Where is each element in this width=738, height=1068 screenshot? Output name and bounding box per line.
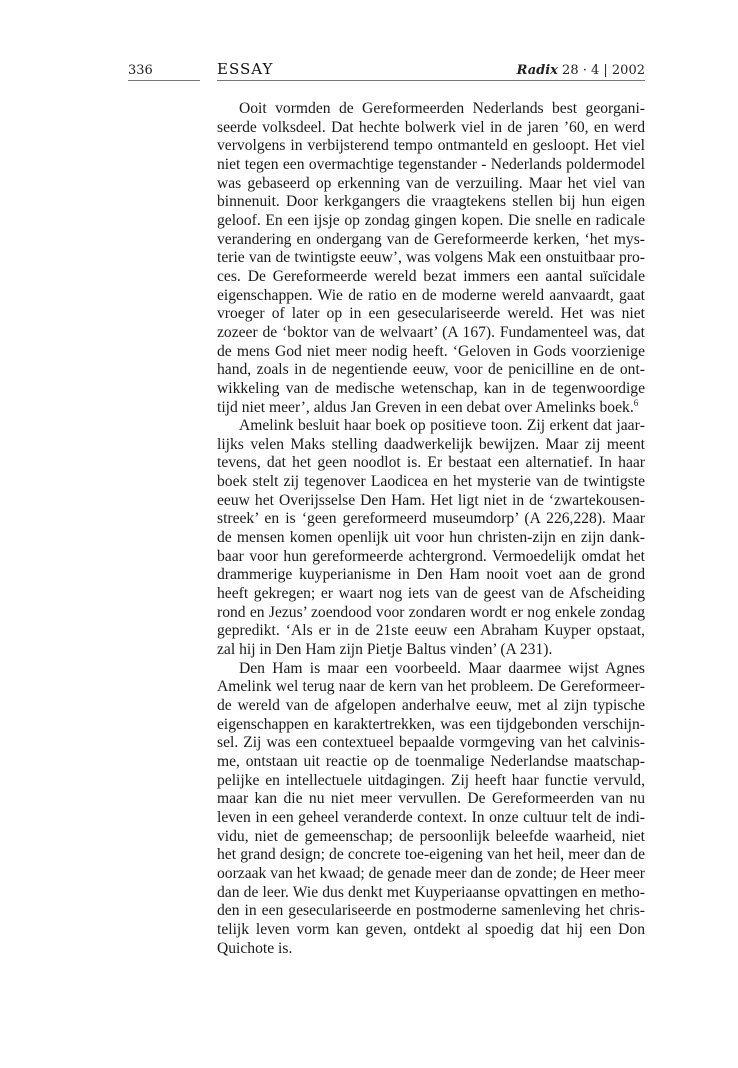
paragraph-2-text: Amelink besluit haar boek op positieve toon. Zij erkent dat jaarlijks velen Maks stelling daadwerkelijk bewijzen. Maar zij meent tevens, dat het geen noodlot is. Er bestaat een alternatief. In haar boek stelt zij tegenover Laodicea en het mysterie van de twintigste eeuw het Overijsselse Den Ham. Het ligt niet in de ‘zwartekousenstreek’ en is ‘geen gereformeerd museumdorp’ (A 226,228). Maar de mensen komen openlijk uit voor hun christen-zijn en zijn dankbaar voor hun gereformeerde achtergrond. Vermoedelijk omdat het drammerige kuyperianisme in Den Ham nooit voet aan de grond heeft gekregen; er waart nog iets van de geest van de Afscheiding rond en Jezus’ zoendood voor zondaren wordt er nog enkele zondag gepredikt. ‘Als er in de 21ste eeuw een Abraham Kuyper opstaat, zal hij in Den Ham zijn Pietje Baltus vinden’ (A 231). [217, 417, 645, 659]
paragraph-2 [217, 417, 645, 660]
paragraph-1 [217, 100, 645, 417]
journal-issue: 28 · 4 | 2002 [562, 63, 645, 78]
section-label: ESSAY [217, 60, 274, 78]
article-body [217, 100, 645, 958]
page-number: 336 [128, 63, 153, 78]
journal-name: Radix [516, 63, 558, 78]
footnote-marker[interactable]: 6 [633, 397, 639, 408]
paragraph-3 [217, 660, 645, 959]
paragraph-1-text: Ooit vormden de Gereformeerden Nederlands best georganiseerde volksdeel. Dat hechte bolwerk viel in de jaren ’60, en werd vervolgens in verbijsterend tempo ontmanteld en gesloopt. Het viel niet tegen een overmachtige tegenstander - Nederlands poldermodel was gebaseerd op erkenning van de verzuiling. Maar het viel van binnenuit. Door kerkgangers die vraagtekens stellen bij hun eigen geloof. En een ijsje op zondag gingen kopen. Die snelle en radicale verandering en ondergang van de Gereformeerde kerken, ‘het mysterie van de twintigste eeuw’, was volgens Mak een onstuitbaar proces. De Gereformeerde wereld bezat immers een aantal suïcidale eigenschappen. Wie de ratio en de moderne wereld aanvaardt, gaat vroeger of later op in een geseculariseerde wereld. Het was niet zozeer de ‘boktor van de welvaart’ (A 167). Fundamenteel was, dat de mens God niet meer nodig heeft. ‘Geloven in Gods voorzienige hand, zoals in de negentiende eeuw, voor de penicilline en de ontwikkeling van de medische wetenschap, kan in de tegenwoordige tijd niet meer’, aldus Jan Greven in een debat over Amelinks boek. [217, 100, 645, 416]
journal-reference [517, 63, 645, 78]
header-rule [217, 80, 645, 81]
paragraph-3-text: Den Ham is maar een voorbeeld. Maar daarmee wijst Agnes Amelink wel terug naar de kern van het probleem. De Gereformeerde wereld van de afgelopen anderhalve eeuw, met al zijn typische eigenschappen en karaktertrekken, was een tijdgebonden verschijnsel. Zij was een contextueel bepaalde vormgeving van het calvinisme, ontstaan uit reactie op de toenmalige Nederlandse maatschappelijke en intellectuele uitdagingen. Zij heeft haar functie vervuld, maar kan die nu niet meer vervullen. De Gereformeerden van nu leven in een geheel veranderde context. In onze cultuur telt de individu, niet de gemeenschap; de persoonlijk beleefde waarheid, niet het grand design; de concrete toe-eigening van het heil, meer dan de oorzaak van het kwaad; de genade meer dan de zonde; de Heer meer dan de leer. Wie dus denkt met Kuyperiaanse opvattingen en methoden in een geseculariseerde en postmoderne samenleving het christelijk leven vorm kan geven, ontdekt al spoedig dat hij een Don Quichote is. [217, 659, 645, 957]
left-header-rule [128, 80, 200, 81]
